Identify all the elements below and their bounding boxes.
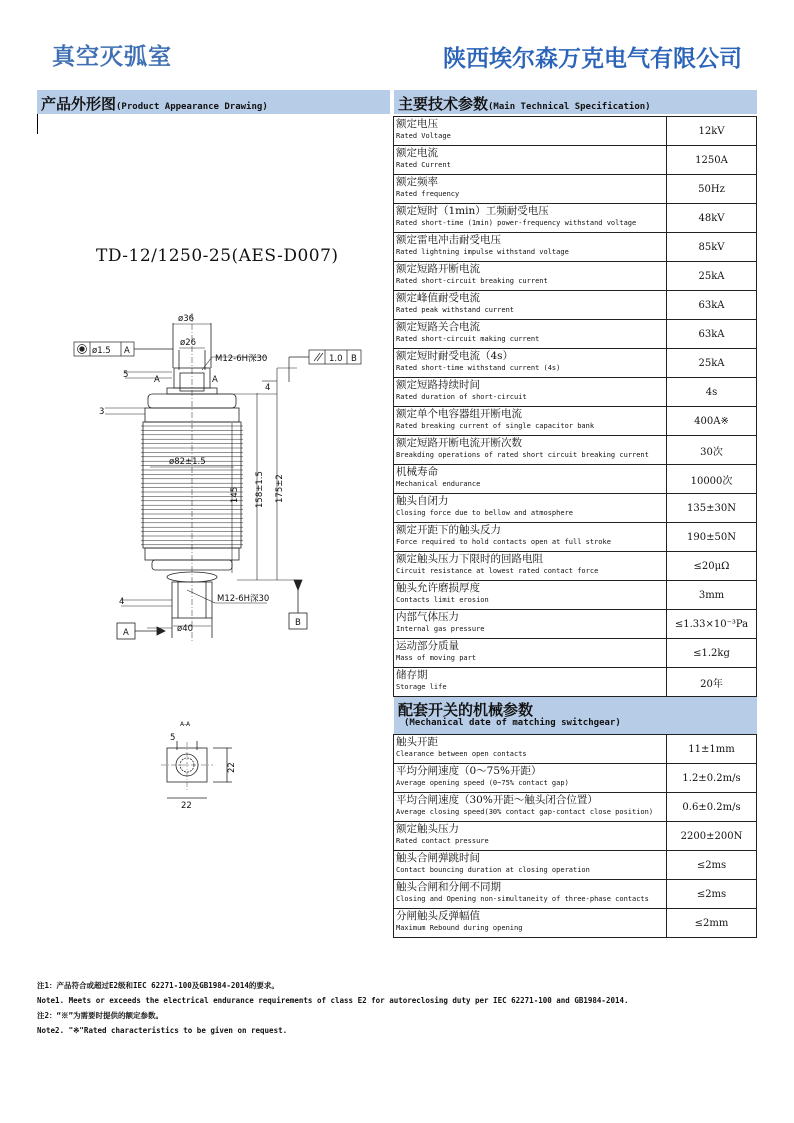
spec-section-subtitle: (Main Technical Specification): [488, 102, 651, 112]
spec-value: 4s: [667, 378, 757, 407]
dimension-lines: [105, 324, 297, 628]
spec-value: 48kV: [667, 204, 757, 233]
spec-name-en: Rated short-circuit breaking current: [396, 277, 548, 285]
spec-name-cn: 平均分闸速度（0～75%开距）: [396, 765, 542, 777]
spec-name-en: Rated breaking current of single capacitor bank: [396, 422, 595, 430]
spec-row: [394, 175, 757, 204]
spec-value: ≤2ms: [667, 851, 757, 880]
spec-name-cell: [394, 668, 667, 697]
spec-name-en: Contacts limit erosion: [396, 596, 489, 604]
spec-name-cn: 额定触头压力下限时的回路电阻: [396, 553, 543, 565]
note1-en: Note1. Meets or exceeds the electrical endurance requirements of class E2 for autoreclosing duty per IEC 62271-100 and GB1984-2014.: [37, 996, 629, 1005]
spec-name-en: Average opening speed (0~75% contact gap): [396, 779, 569, 787]
spec-name-cell: [394, 175, 667, 204]
spec-row: [394, 851, 757, 880]
spec-name-cell: [394, 523, 667, 552]
spec-row: [394, 436, 757, 465]
spec-name-cn: 额定短路持续时间: [396, 379, 480, 391]
dim-d40: ø40: [177, 624, 194, 634]
tol-parallel-value: 1.0: [329, 354, 343, 364]
spec-value: 11±1mm: [667, 735, 757, 764]
spec-value: ≤1.2kg: [667, 639, 757, 668]
spec-row: [394, 668, 757, 697]
spec-name-cn: 触头合闸和分闸不同期: [396, 881, 501, 893]
spec-name-cn: 额定峰值耐受电流: [396, 292, 480, 304]
spec-name-en: Rated duration of short-circuit: [396, 393, 527, 401]
main-spec-table: [393, 116, 757, 697]
spec-name-cn: 储存期: [396, 669, 428, 681]
spec-name-en: Rated Voltage: [396, 132, 451, 140]
spec-name-en: Force required to hold contacts open at full stroke: [396, 538, 611, 546]
spec-name-cell: [394, 291, 667, 320]
spec-name-en: Average closing speed(30% contact gap-contact close position): [396, 808, 654, 816]
spec-section-header: [394, 90, 757, 114]
notes: [37, 978, 629, 1038]
spec-name-cn: 额定开距下的触头反力: [396, 524, 501, 536]
spec-name-cell: [394, 735, 667, 764]
dim-d82: ø82±1.5: [169, 457, 206, 467]
spec-name-en: Closing and Opening non-simultaneity of three-phase contacts: [396, 895, 649, 903]
spec-name-cn: 触头自闭力: [396, 495, 449, 507]
spec-name-cell: [394, 146, 667, 175]
spec-name-en: Maximum Rebound during opening: [396, 924, 523, 932]
spec-name-cell: [394, 639, 667, 668]
spec-value: 25kA: [667, 349, 757, 378]
spec-name-en: Rated short-time (1min) power-frequency withstand voltage: [396, 219, 637, 227]
spec-value: 10000次: [667, 465, 757, 494]
spec-name-cell: [394, 233, 667, 262]
spec-name-cn: 触头合闸弹跳时间: [396, 852, 480, 864]
company-name: 陕西埃尔森万克电气有限公司: [443, 46, 742, 72]
spec-value: 0.6±0.2m/s: [667, 793, 757, 822]
spec-name-cn: 额定电流: [396, 147, 438, 159]
spec-value: 190±50N: [667, 523, 757, 552]
spec-name-cell: [394, 320, 667, 349]
dim-4-bottom: 4: [119, 597, 125, 607]
dim-158: 158±1.5: [255, 471, 265, 508]
spec-name-cn: 额定雷电冲击耐受电压: [396, 234, 501, 246]
product-drawing: [37, 118, 387, 838]
spec-value: 1250A: [667, 146, 757, 175]
spec-row: [394, 793, 757, 822]
spec-value: 3mm: [667, 581, 757, 610]
spec-name-en: Rated short-time withstand current (4s): [396, 364, 561, 372]
spec-name-en: Contact bouncing duration at closing operation: [396, 866, 590, 874]
spec-name-cell: [394, 378, 667, 407]
tol-concentricity-datum: A: [124, 346, 130, 356]
spec-name-en: Storage life: [396, 683, 447, 691]
dim-m12-top: M12-6H深30: [215, 354, 268, 364]
spec-value: ≤20μΩ: [667, 552, 757, 581]
dim-175: 175±2: [275, 474, 285, 503]
spec-name-cell: [394, 262, 667, 291]
tol-parallel-datum: B: [351, 354, 357, 364]
spec-name-en: Rated peak withstand current: [396, 306, 515, 314]
spec-value: 400A※: [667, 407, 757, 436]
spec-name-en: Mechanical endurance: [396, 480, 481, 488]
spec-row: [394, 407, 757, 436]
spec-row: [394, 552, 757, 581]
body-shoulder-bottom: [145, 548, 239, 582]
spec-name-cell: [394, 851, 667, 880]
spec-value: 25kA: [667, 262, 757, 291]
note2-en: Note2. "※"Rated characteristics to be given on request.: [37, 1026, 288, 1035]
spec-name-en: Circuit resistance at lowest rated contact force: [396, 567, 599, 575]
spec-value: ≤1.33×10⁻³Pa: [667, 610, 757, 639]
spec-value: 12kV: [667, 117, 757, 146]
dim-3: 3: [99, 407, 105, 417]
spec-row: [394, 822, 757, 851]
spec-name-en: Rated short-circuit making current: [396, 335, 540, 343]
drawing-section-subtitle: (Product Appearance Drawing): [116, 102, 268, 112]
spec-value: ≤2ms: [667, 880, 757, 909]
spec-row: [394, 880, 757, 909]
section-mark-a-right: A: [212, 375, 218, 385]
spec-name-cn: 额定电压: [396, 118, 438, 130]
dim-d26: ø26: [180, 338, 197, 348]
dim-145: 145: [230, 486, 240, 503]
spec-name-en: Rated lightning impulse withstand voltage: [396, 248, 569, 256]
spec-name-cn: 运动部分质量: [396, 640, 459, 652]
spec-name-cell: [394, 822, 667, 851]
spec-name-en: Rated Current: [396, 161, 451, 169]
spec-row: [394, 291, 757, 320]
spec-row: [394, 146, 757, 175]
drawing-section-title: 产品外形图: [41, 95, 117, 113]
spec-name-cell: [394, 204, 667, 233]
spec-value: 2200±200N: [667, 822, 757, 851]
spec-row: [394, 494, 757, 523]
spec-value: 50Hz: [667, 175, 757, 204]
spec-value: 30次: [667, 436, 757, 465]
spec-name-cn: 额定短时（1min）工频耐受电压: [396, 205, 549, 217]
spec-name-cn: 额定短路关合电流: [396, 321, 480, 333]
dim-4-top: 4: [265, 383, 271, 393]
spec-name-cn: 平均合闸速度（30%开距～触头闭合位置）: [396, 794, 598, 806]
spec-name-cn: 触头允许磨损厚度: [396, 582, 480, 594]
section-dim-5: 5: [170, 733, 176, 743]
spec-name-cell: [394, 581, 667, 610]
spec-name-en: Rated contact pressure: [396, 837, 489, 845]
spec-name-cell: [394, 880, 667, 909]
note1-cn: 注1：产品符合或超过E2级和IEC 62271-100及GB1984-2014的要求。: [37, 981, 279, 990]
spec-name-cell: [394, 909, 667, 938]
spec-row: [394, 610, 757, 639]
datum-a-label: A: [123, 628, 129, 638]
drawing-section-header: [37, 90, 390, 114]
spec-row: [394, 764, 757, 793]
product-category-title: 真空灭弧室: [52, 44, 172, 70]
spec-value: 135±30N: [667, 494, 757, 523]
spec-name-cn: 额定单个电容器组开断电流: [396, 408, 522, 420]
spec-name-cell: [394, 494, 667, 523]
mech-section-header: [394, 697, 757, 734]
spec-name-cell: [394, 117, 667, 146]
spec-name-cn: 额定短路开断电流: [396, 263, 480, 275]
section-view-label: A-A: [180, 721, 191, 728]
spec-name-en: Closing force due to bellow and atmosphere: [396, 509, 574, 517]
ceramic-body: [141, 422, 243, 548]
spec-row: [394, 581, 757, 610]
spec-name-cn: 内部气体压力: [396, 611, 459, 623]
spec-row: [394, 262, 757, 291]
spec-value: 63kA: [667, 291, 757, 320]
section-mark-a-left: A: [154, 375, 160, 385]
section-dim-22-horizontal: 22: [181, 801, 192, 811]
spec-row: [394, 233, 757, 262]
spec-name-cn: 触头开距: [396, 736, 438, 748]
mech-section-subtitle: (Mechanical date of matching switchgear): [404, 718, 621, 728]
spec-value: 20年: [667, 668, 757, 697]
spec-name-en: Internal gas pressure: [396, 625, 485, 633]
spec-name-cell: [394, 610, 667, 639]
spec-name-en: Mass of moving part: [396, 654, 477, 662]
spec-name-en: Clearance between open contacts: [396, 750, 527, 758]
spec-section-title: 主要技术参数: [398, 95, 489, 113]
spec-value: 63kA: [667, 320, 757, 349]
dim-d36: ø36: [178, 314, 195, 324]
spec-name-cn: 额定触头压力: [396, 823, 459, 835]
spec-name-cn: 额定短路开断电流开断次数: [396, 437, 522, 449]
spec-row: [394, 639, 757, 668]
datum-b-label: B: [295, 618, 301, 628]
spec-name-en: Rated frequency: [396, 190, 460, 198]
mech-section-title: 配套开关的机械参数: [398, 701, 534, 719]
mech-spec-table: [393, 734, 757, 938]
spec-name-cn: 机械寿命: [396, 466, 438, 478]
dim-m12-bottom: M12-6H深30: [217, 594, 270, 604]
spec-name-cn: 额定频率: [396, 176, 438, 188]
spec-name-cell: [394, 436, 667, 465]
spec-row: [394, 204, 757, 233]
spec-name-cn: 额定短时耐受电流（4s）: [396, 350, 514, 362]
spec-row: [394, 909, 757, 938]
model-number: TD-12/1250-25(AES-D007): [96, 246, 339, 266]
spec-name-en: Breakding operations of rated short circuit breaking current: [396, 451, 649, 459]
spec-value: 85kV: [667, 233, 757, 262]
spec-row: [394, 735, 757, 764]
tol-concentricity-value: ø1.5: [92, 346, 111, 356]
spec-name-cell: [394, 465, 667, 494]
dim-5: 5: [123, 370, 129, 380]
section-dim-22-vertical: 22: [227, 762, 237, 773]
spec-row: [394, 465, 757, 494]
spec-value: ≤2mm: [667, 909, 757, 938]
spec-row: [394, 378, 757, 407]
section-view: [161, 741, 232, 798]
spec-name-cell: [394, 407, 667, 436]
spec-row: [394, 117, 757, 146]
spec-row: [394, 320, 757, 349]
spec-name-cell: [394, 552, 667, 581]
spec-row: [394, 523, 757, 552]
spec-row: [394, 349, 757, 378]
spec-name-cell: [394, 764, 667, 793]
note2-cn: 注2：“※”为需要时提供的额定参数。: [37, 1011, 164, 1020]
spec-value: 1.2±0.2m/s: [667, 764, 757, 793]
body-outline: [143, 422, 241, 548]
spec-name-cell: [394, 349, 667, 378]
spec-name-cell: [394, 793, 667, 822]
spec-name-cn: 分闸触头反弹幅值: [396, 910, 480, 922]
dimension-labels: [92, 314, 357, 811]
